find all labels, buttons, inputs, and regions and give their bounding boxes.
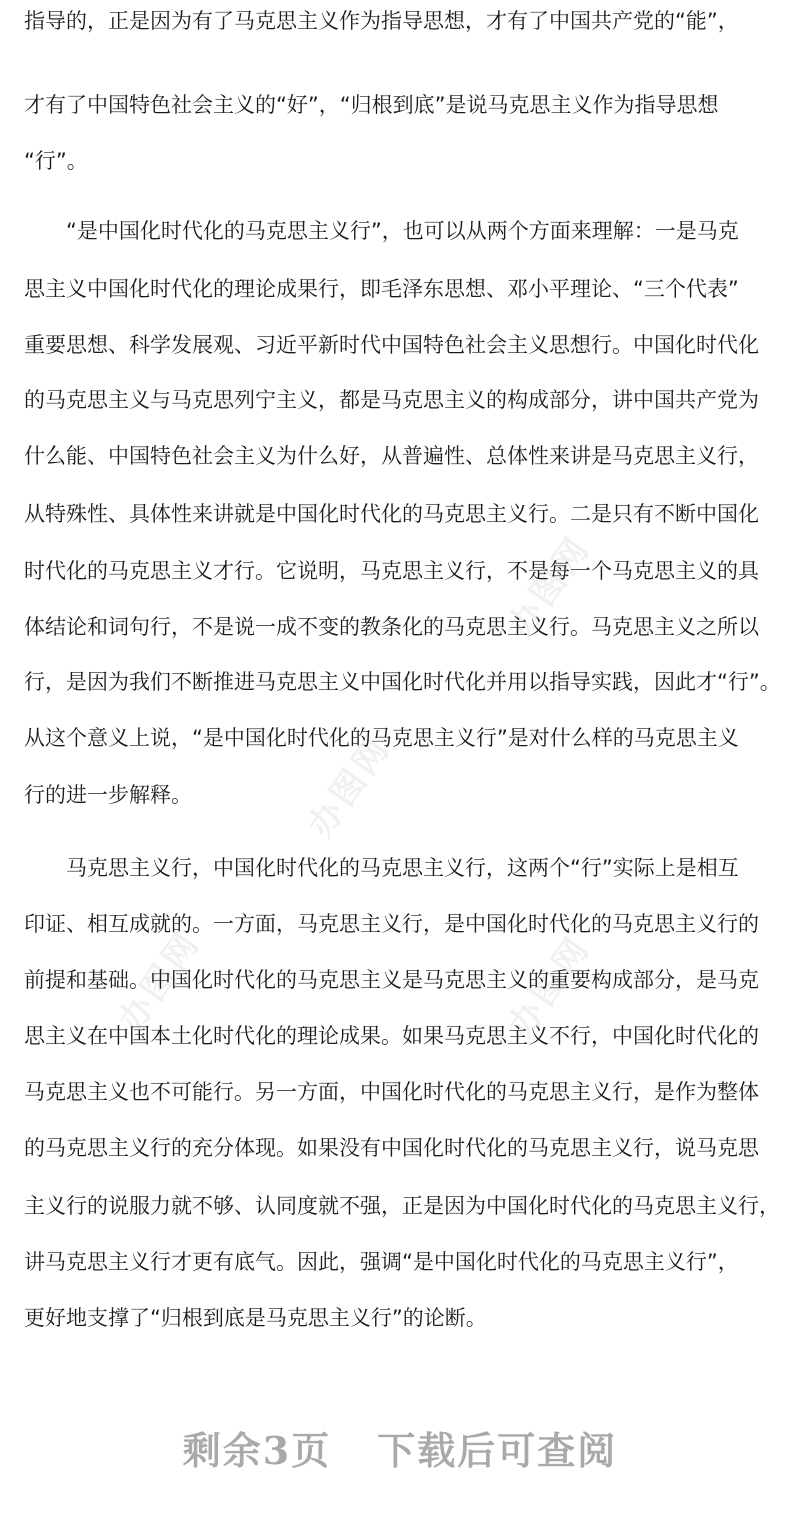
text-line: 才有了中国特色社会主义的“好”，“归根到底”是说马克思主义作为指导思想 [24, 93, 719, 117]
text-line: 体结论和词句行，不是说一成不变的教条化的马克思主义行。马克思主义之所以 [24, 615, 759, 639]
watermark-text: 办图网 [110, 923, 209, 1040]
paragraph-first-line: “是中国化时代化的马克思主义行”，也可以从两个方面来理解：一是马克 [66, 219, 739, 243]
remaining-pages-label: 剩余3页 [182, 1428, 332, 1473]
text-line: 主义行的说服力就不够、认同度就不强，正是因为中国化时代化的马克思主义行， [24, 1194, 780, 1218]
text-line: 时代化的马克思主义才行。它说明，马克思主义行，不是每一个马克思主义的具 [24, 559, 759, 583]
text-line: 思主义在中国本土化时代化的理论成果。如果马克思主义不行，中国化时代化的 [24, 1024, 759, 1048]
text-line: “行”。 [24, 149, 88, 173]
watermark-text: 办图网 [500, 528, 599, 645]
text-line: 讲马克思主义行才更有底气。因此，强调“是中国化时代化的马克思主义行”， [24, 1250, 739, 1274]
text-line: 什么能、中国特色社会主义为什么好，从普遍性、总体性来讲是马克思主义行， [24, 444, 759, 468]
watermark-text: 办图网 [500, 928, 599, 1045]
text-line: 行，是因为我们不断推进马克思主义中国化时代化并用以指导实践，因此才“行”。 [24, 670, 781, 694]
text-line: 思主义中国化时代化的理论成果行，即毛泽东思想、邓小平理论、“三个代表” [24, 277, 739, 301]
text-line: 更好地支撑了“归根到底是马克思主义行”的论断。 [24, 1306, 487, 1330]
text-line: 印证、相互成就的。一方面，马克思主义行，是中国化时代化的马克思主义行的 [24, 912, 759, 936]
paragraph-first-line: 马克思主义行，中国化时代化的马克思主义行，这两个“行”实际上是相互 [66, 856, 739, 880]
download-prompt[interactable] [0, 1420, 800, 1475]
watermark-text: 办图网 [300, 728, 399, 845]
text-line: 指导的，正是因为有了马克思主义作为指导思想，才有了中国共产党的“能”， [24, 9, 739, 33]
text-line: 行的进一步解释。 [24, 783, 192, 807]
text-line: 的马克思主义与马克思列宁主义，都是马克思主义的构成部分，讲中国共产党为 [24, 388, 759, 412]
text-line: 前提和基础。中国化时代化的马克思主义是马克思主义的重要构成部分，是马克 [24, 968, 759, 992]
text-line: 从特殊性、具体性来讲就是中国化时代化的马克思主义行。二是只有不断中国化 [24, 502, 759, 526]
text-line: 从这个意义上说，“是中国化时代化的马克思主义行”是对什么样的马克思主义 [24, 726, 739, 750]
text-line: 的马克思主义行的充分体现。如果没有中国化时代化的马克思主义行，说马克思 [24, 1136, 759, 1160]
download-to-view-label: 下载后可查阅 [377, 1428, 618, 1473]
text-line: 重要思想、科学发展观、习近平新时代中国特色社会主义思想行。中国化时代化 [24, 333, 759, 357]
text-line: 马克思主义也不可能行。另一方面，中国化时代化的马克思主义行，是作为整体 [24, 1080, 759, 1104]
